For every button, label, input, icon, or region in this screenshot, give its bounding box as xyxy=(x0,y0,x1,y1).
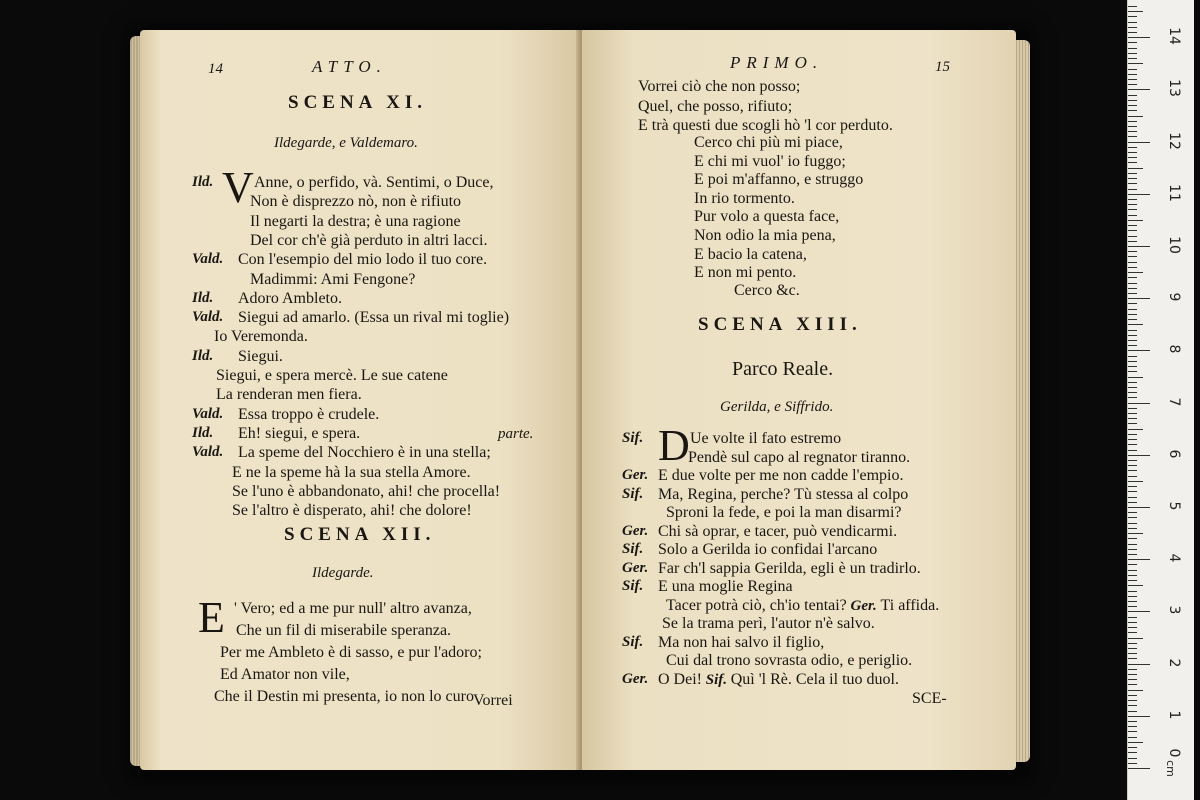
dropcap-letter: D xyxy=(658,421,690,470)
ruler-tick xyxy=(1128,455,1150,456)
verse-line: Per me Ambleto è di sasso, e pur l'adoro; xyxy=(220,644,482,661)
scene11-characters: Ildegarde, e Valdemaro. xyxy=(274,135,418,151)
ruler-tick xyxy=(1128,89,1150,90)
ruler-tick xyxy=(1128,288,1137,289)
ruler-tick xyxy=(1128,309,1137,310)
ruler-tick xyxy=(1128,486,1137,487)
ruler-tick xyxy=(1128,763,1137,764)
ruler-tick xyxy=(1128,418,1137,419)
ruler-tick xyxy=(1128,324,1143,325)
speaker-label: Sif. xyxy=(622,578,644,594)
ruler-tick xyxy=(1128,241,1137,242)
ruler-tick xyxy=(1128,319,1137,320)
speaker-label: Ild. xyxy=(192,289,214,306)
ruler-tick xyxy=(1128,658,1137,659)
speaker-label: Sif. xyxy=(622,541,644,557)
verse-line: Eh! siegui, e spera. xyxy=(238,424,361,442)
ruler-tick xyxy=(1128,528,1137,529)
verse-line: Se l'uno è abbandonato, ahi! che procella! xyxy=(232,482,501,500)
ruler-tick xyxy=(1128,272,1143,273)
inline-verse: Quì 'l Rè. Cela il tuo duol. xyxy=(730,670,899,688)
verse-line: Non è disprezzo nò, non è rifiuto xyxy=(250,193,462,211)
ruler-tick xyxy=(1128,747,1137,748)
ruler-tick xyxy=(1128,277,1137,278)
ruler-tick xyxy=(1128,356,1137,357)
verse-line: Ma, Regina, perche? Tù stessa al colpo xyxy=(658,485,909,503)
ruler-number: 3 xyxy=(1166,605,1182,615)
verse-line: La speme del Nocchiero è in una stella; xyxy=(238,444,491,462)
ruler-tick xyxy=(1128,330,1137,331)
ruler-number: 4 xyxy=(1166,553,1182,563)
verse-line: Madimmi: Ami Fengone? xyxy=(250,270,416,288)
ruler-tick xyxy=(1128,554,1137,555)
ruler-tick xyxy=(1128,168,1143,169)
ruler-tick xyxy=(1128,230,1137,231)
ruler-tick xyxy=(1128,262,1137,263)
ruler-tick xyxy=(1128,648,1137,649)
ruler-tick xyxy=(1128,413,1137,414)
ruler-tick xyxy=(1128,465,1137,466)
ruler-tick xyxy=(1128,523,1137,524)
ruler-tick xyxy=(1128,387,1137,388)
ruler-tick xyxy=(1128,439,1137,440)
aria-repeat: Cerco &c. xyxy=(734,282,800,299)
ruler-tick xyxy=(1128,131,1137,132)
ruler-tick xyxy=(1128,711,1137,712)
ruler-tick xyxy=(1128,408,1137,409)
ruler-tick xyxy=(1128,215,1137,216)
ruler-tick xyxy=(1128,434,1137,435)
ruler-tick xyxy=(1128,470,1137,471)
ruler-tick xyxy=(1128,147,1137,148)
ruler-tick xyxy=(1128,22,1137,23)
verse-line: ' Vero; ed a me pur null' altro avanza, xyxy=(234,600,472,617)
ruler-tick xyxy=(1128,638,1143,639)
ruler-tick xyxy=(1128,110,1137,111)
inline-verse: Ti affida. xyxy=(880,596,940,614)
ruler-tick xyxy=(1128,664,1150,665)
ruler-tick xyxy=(1128,256,1137,257)
verse-line: Pendè sul capo al regnator tiranno. xyxy=(688,448,911,466)
verse-line: E una moglie Regina xyxy=(658,578,793,595)
ruler-tick xyxy=(1128,491,1137,492)
ruler-tick xyxy=(1128,559,1150,560)
ruler-tick xyxy=(1128,178,1137,179)
verse-line: Con l'esempio del mio lodo il tuo core. xyxy=(238,251,488,269)
ruler-tick xyxy=(1128,450,1137,451)
ruler-tick xyxy=(1128,460,1137,461)
ruler-tick xyxy=(1128,220,1143,221)
verse-line: Che il Destin mi presenta, io non lo curo xyxy=(214,688,474,705)
verse-line: Siegui. xyxy=(238,347,283,365)
ruler-tick xyxy=(1128,679,1137,680)
ruler-tick xyxy=(1128,742,1143,743)
ruler-tick xyxy=(1128,236,1137,237)
left-page-number: 14 xyxy=(208,61,223,77)
ruler-tick xyxy=(1128,157,1137,158)
verse-line: Il negarti la destra; è una ragione xyxy=(250,212,461,230)
ruler-tick xyxy=(1128,173,1137,174)
right-running-header: PRIMO. xyxy=(730,53,824,72)
ruler-tick xyxy=(1128,152,1137,153)
verse-line: Ed Amator non vile, xyxy=(220,666,350,683)
ruler-tick xyxy=(1128,162,1137,163)
verse-line: Del cor ch'è già perduto in altri lacci. xyxy=(250,231,488,249)
ruler-tick xyxy=(1128,549,1137,550)
ruler-tick xyxy=(1128,585,1143,586)
verse-line: La renderan men fiera. xyxy=(216,386,362,404)
verse-line: E trà questi due scogli hò 'l cor perduto. xyxy=(638,117,893,134)
ruler-tick xyxy=(1128,705,1137,706)
ruler-tick xyxy=(1128,570,1137,571)
ruler-tick xyxy=(1128,601,1137,602)
ruler-number: 8 xyxy=(1166,344,1182,354)
aria-line: Pur volo a questa face, xyxy=(694,208,840,226)
ruler-tick xyxy=(1128,136,1137,137)
ruler-tick xyxy=(1128,126,1137,127)
speaker-label: Ild. xyxy=(192,424,214,441)
ruler-tick xyxy=(1128,95,1137,96)
verse-line: Vorrei ciò che non posso; xyxy=(638,78,801,95)
scene13-characters: Gerilda, e Siffrido. xyxy=(720,399,834,415)
ruler-tick xyxy=(1128,283,1137,284)
right-page-number: 15 xyxy=(935,59,950,75)
speaker-label: Ild. xyxy=(192,174,214,190)
ruler-tick xyxy=(1128,392,1137,393)
speaker-label: Vald. xyxy=(192,405,224,422)
ruler-tick xyxy=(1128,611,1150,612)
speaker-label: Ger. xyxy=(622,522,649,539)
ruler-tick xyxy=(1128,695,1137,696)
ruler-tick xyxy=(1128,116,1143,117)
ruler-number: 7 xyxy=(1166,397,1182,407)
inline-speaker-label: Sif. xyxy=(701,671,731,688)
ruler-tick xyxy=(1128,643,1137,644)
ruler-tick xyxy=(1128,366,1137,367)
ruler-tick xyxy=(1128,591,1137,592)
aria-line: Non odio la mia pena, xyxy=(694,227,836,244)
ruler-tick xyxy=(1128,42,1137,43)
speaker-label: Sif. xyxy=(622,485,644,502)
ruler-number: 0 xyxy=(1166,748,1182,758)
ruler-number: 1 xyxy=(1166,710,1182,720)
ruler-tick xyxy=(1128,564,1137,565)
ruler-number: 9 xyxy=(1166,292,1182,302)
ruler-tick xyxy=(1128,48,1137,49)
ruler-tick xyxy=(1128,267,1137,268)
ruler-tick xyxy=(1128,100,1137,101)
verse-line: O Dei! Sif. Quì 'l Rè. Cela il tuo duol. xyxy=(658,670,899,688)
left-running-header: ATTO. xyxy=(312,57,387,76)
ruler-tick xyxy=(1128,209,1137,210)
verse-line: E due volte per me non cadde l'empio. xyxy=(658,467,904,484)
verse-line: Chi sà oprar, e tacer, può vendicarmi. xyxy=(658,522,898,540)
verse-line: Siegui, e spera mercè. Le sue catene xyxy=(216,367,448,384)
ruler-tick xyxy=(1128,653,1137,654)
ruler-tick xyxy=(1128,204,1137,205)
verse-line: Solo a Gerilda io confidai l'arcano xyxy=(658,541,878,558)
ruler-tick xyxy=(1128,335,1137,336)
verse-line: Cui dal trono sovrasta odio, e periglio. xyxy=(666,652,913,669)
ruler-number: 13 xyxy=(1166,79,1182,98)
verse-line: Sproni la fede, e poi la man disarmi? xyxy=(666,504,902,521)
speaker-label: Ger. xyxy=(622,467,649,483)
inline-speaker-label: Ger. xyxy=(846,597,881,614)
verse-line: Io Veremonda. xyxy=(214,328,308,346)
ruler-tick xyxy=(1128,606,1137,607)
ruler-tick xyxy=(1128,690,1143,691)
ruler-tick xyxy=(1128,382,1137,383)
ruler-number: 6 xyxy=(1166,449,1182,459)
verse-line: E ne la speme hà la sua stella Amore. xyxy=(232,463,471,481)
ruler-number: 2 xyxy=(1166,658,1182,668)
verse-line: Siegui ad amarlo. (Essa un rival mi toglie) xyxy=(238,309,510,327)
ruler-number: 10 xyxy=(1166,236,1182,254)
verse-line: Tacer potrà ciò, ch'io tentai? Ger. Ti affida. xyxy=(666,596,940,614)
ruler-tick xyxy=(1128,669,1137,670)
verse-line: Essa troppo è crudele. xyxy=(238,405,380,423)
ruler-number: 5 xyxy=(1166,501,1182,511)
aria-line: Cerco chi più mi piace, xyxy=(694,134,843,151)
ruler-tick xyxy=(1128,11,1143,12)
ruler-tick xyxy=(1128,397,1137,398)
ruler-tick xyxy=(1128,580,1137,581)
ruler-tick xyxy=(1128,507,1150,508)
verse-line: Adoro Ambleto. xyxy=(238,289,342,307)
speaker-label: Ild. xyxy=(192,347,214,364)
ruler-tick xyxy=(1128,533,1143,534)
ruler-tick xyxy=(1128,497,1137,498)
ruler-tick xyxy=(1128,674,1137,675)
measuring-ruler xyxy=(1127,0,1194,800)
ruler-tick xyxy=(1128,684,1137,685)
ruler-tick xyxy=(1128,63,1143,64)
verse-line: Quel, che posso, rifiuto; xyxy=(638,97,793,115)
ruler-tick xyxy=(1128,502,1137,503)
ruler-tick xyxy=(1128,768,1150,769)
verse-line: Ue volte il fato estremo xyxy=(690,430,842,447)
ruler-tick xyxy=(1128,403,1150,404)
ruler-tick xyxy=(1128,53,1137,54)
aria-line: E non mi pento. xyxy=(694,264,797,282)
ruler-tick xyxy=(1128,716,1150,717)
ruler-tick xyxy=(1128,596,1137,597)
scene12-title: SCENA XII. xyxy=(284,524,436,545)
ruler-tick xyxy=(1128,512,1137,513)
ruler-tick xyxy=(1128,27,1137,28)
ruler-tick xyxy=(1128,121,1137,122)
ruler-tick xyxy=(1128,84,1137,85)
ruler-tick xyxy=(1128,298,1150,299)
ruler-tick xyxy=(1128,246,1150,247)
ruler-tick xyxy=(1128,700,1137,701)
speaker-label: Sif. xyxy=(622,633,644,650)
ruler-tick xyxy=(1128,752,1137,753)
ruler-tick xyxy=(1128,544,1137,545)
ruler-tick xyxy=(1128,575,1137,576)
ruler-number: 11 xyxy=(1166,183,1182,202)
ruler-tick xyxy=(1128,225,1137,226)
ruler-tick xyxy=(1128,538,1137,539)
ruler-tick xyxy=(1128,429,1143,430)
ruler-tick xyxy=(1128,79,1137,80)
ruler-tick xyxy=(1128,632,1137,633)
ruler-tick xyxy=(1128,303,1137,304)
right-catchword: SCE- xyxy=(912,690,947,707)
ruler-tick xyxy=(1128,627,1137,628)
speaker-label: Ger. xyxy=(622,670,649,687)
ruler-tick xyxy=(1128,444,1137,445)
speaker-label: Vald. xyxy=(192,444,224,461)
stage-direction: parte. xyxy=(498,425,534,442)
ruler-tick xyxy=(1128,74,1137,75)
verse-line: Anne, o perfido, và. Sentimi, o Duce, xyxy=(254,174,494,191)
verse-line: Far ch'l sappia Gerilda, egli è un tradirlo. xyxy=(658,559,921,577)
right-page xyxy=(582,30,1016,770)
ruler-tick xyxy=(1128,199,1137,200)
ruler-tick xyxy=(1128,37,1150,38)
ruler-tick xyxy=(1128,726,1137,727)
ruler-tick xyxy=(1128,69,1137,70)
scene13-title: SCENA XIII. xyxy=(698,314,862,335)
ruler-tick xyxy=(1128,16,1137,17)
aria-line: E chi mi vuol' io fuggo; xyxy=(694,152,846,170)
ruler-tick xyxy=(1128,314,1137,315)
ruler-tick xyxy=(1128,194,1150,195)
ruler-tick xyxy=(1128,350,1150,351)
scene11-title: SCENA XI. xyxy=(288,92,427,113)
ruler-tick xyxy=(1128,721,1137,722)
ruler-tick xyxy=(1128,361,1137,362)
scene12-characters: Ildegarde. xyxy=(312,565,374,581)
speaker-label: Vald. xyxy=(192,309,224,326)
aria-line: E bacio la catena, xyxy=(694,245,807,263)
ruler-tick xyxy=(1128,293,1137,294)
ruler-tick xyxy=(1128,758,1137,759)
ruler-tick xyxy=(1128,183,1137,184)
ruler-number: 12 xyxy=(1166,131,1182,150)
ruler-tick xyxy=(1128,622,1137,623)
verse-line: Se la trama perì, l'autor n'è salvo. xyxy=(662,615,875,632)
ruler-tick xyxy=(1128,423,1137,424)
speaker-label: Vald. xyxy=(192,251,224,268)
ruler-unit: cm xyxy=(1163,760,1177,777)
speaker-label: Ger. xyxy=(622,559,649,576)
dropcap-letter: V xyxy=(222,163,254,212)
ruler-tick xyxy=(1128,6,1137,7)
ruler-tick xyxy=(1128,731,1137,732)
ruler-tick xyxy=(1128,737,1137,738)
ruler-tick xyxy=(1128,345,1137,346)
left-page xyxy=(140,30,580,770)
ruler-tick xyxy=(1128,340,1137,341)
ruler-tick xyxy=(1128,32,1137,33)
aria-line: In rio tormento. xyxy=(694,189,795,207)
ruler-tick xyxy=(1128,481,1143,482)
speaker-label: Sif. xyxy=(622,430,644,446)
scene12-dropcap: E xyxy=(198,593,225,642)
left-catchword: Vorrei xyxy=(473,692,513,709)
ruler-tick xyxy=(1128,371,1137,372)
ruler-number: 14 xyxy=(1166,27,1182,46)
verse-line: Se l'altro è disperato, ahi! che dolore! xyxy=(232,502,472,520)
aria-line: E poi m'affanno, e struggo xyxy=(694,171,864,189)
scene13-place: Parco Reale. xyxy=(732,358,834,380)
verse-line: Ma non hai salvo il figlio, xyxy=(658,633,825,651)
ruler-tick xyxy=(1128,251,1137,252)
ruler-tick xyxy=(1128,517,1137,518)
verse-line: Che un fil di miserabile speranza. xyxy=(236,622,452,639)
ruler-tick xyxy=(1128,58,1137,59)
ruler-tick xyxy=(1128,105,1137,106)
ruler-tick xyxy=(1128,617,1137,618)
ruler-tick xyxy=(1128,476,1137,477)
ruler-tick xyxy=(1128,377,1143,378)
ruler-tick xyxy=(1128,189,1137,190)
ruler-tick xyxy=(1128,142,1150,143)
